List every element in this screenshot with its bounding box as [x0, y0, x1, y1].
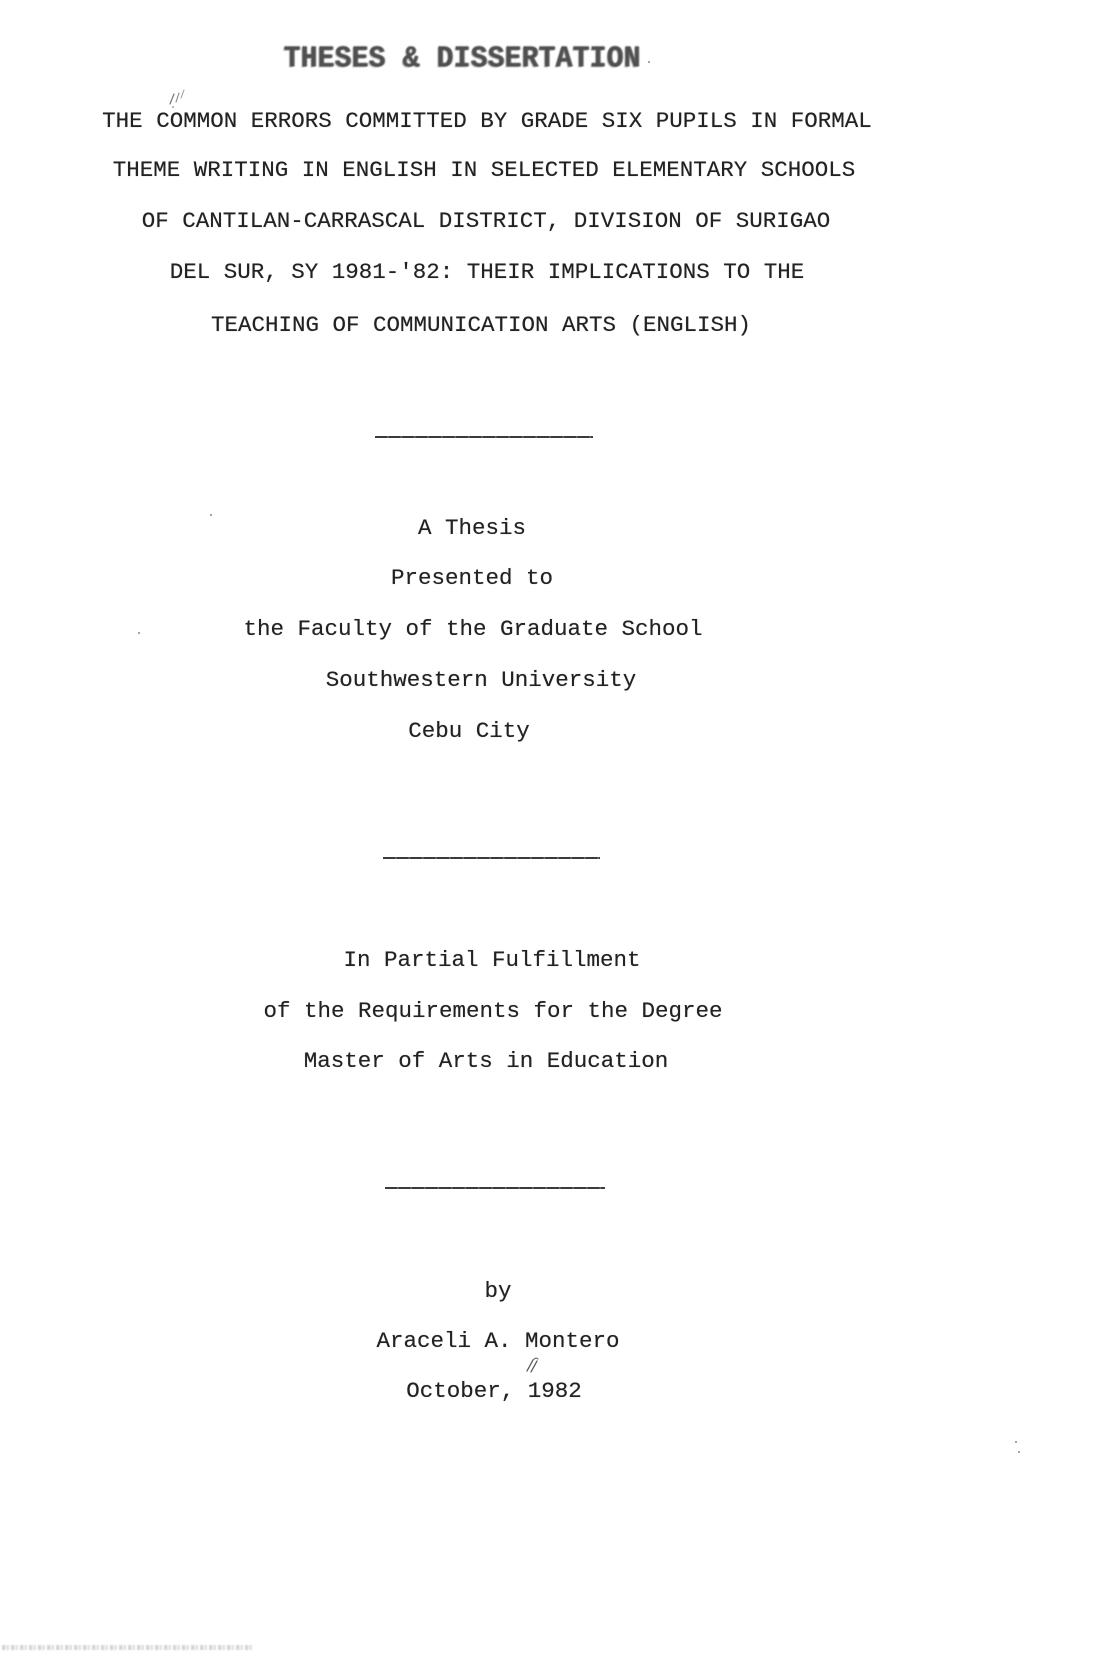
degree-name: Master of Arts in Education: [303, 1048, 669, 1074]
presented-to-label: Presented to: [390, 565, 554, 591]
fulfillment-line-1: In Partial Fulfillment: [343, 947, 641, 973]
scan-speck: [138, 632, 140, 634]
title-line-1: THE COMMON ERRORS COMMITTED BY GRADE SIX PUPILS IN FORMAL: [102, 108, 872, 134]
document-type: A Thesis: [417, 515, 527, 541]
scan-footer-smudge: [2, 1645, 254, 1650]
title-line-3: OF CANTILAN-CARRASCAL DISTRICT, DIVISION OF SURIGAO: [141, 208, 831, 234]
title-line-2: THEME WRITING IN ENGLISH IN SELECTED ELEMENTARY SCHOOLS: [112, 157, 856, 183]
by-label: by: [484, 1278, 512, 1304]
separator-rule-3: [385, 1187, 605, 1189]
university-name: Southwestern University: [325, 667, 637, 693]
scan-speck: [648, 61, 650, 63]
separator-rule-1: [375, 436, 593, 438]
library-stamp: THESES & DISSERTATION: [283, 42, 641, 77]
scan-speck: [210, 514, 212, 516]
title-line-4: DEL SUR, SY 1981-'82: THEIR IMPLICATIONS TO THE: [169, 259, 805, 285]
faculty-name: the Faculty of the Graduate School: [243, 616, 703, 642]
separator-rule-2: [383, 857, 600, 859]
fulfillment-line-2: of the Requirements for the Degree: [263, 998, 723, 1024]
pen-mark-author: [518, 1351, 544, 1377]
scan-speck: [1015, 1441, 1017, 1443]
title-line-5: TEACHING OF COMMUNICATION ARTS (ENGLISH): [210, 312, 752, 338]
pen-stroke: [533, 1358, 538, 1360]
submission-date: October, 1982: [406, 1378, 582, 1404]
pen-mark-title: [162, 84, 194, 110]
university-city: Cebu City: [408, 718, 530, 744]
scan-speck: [1018, 1451, 1020, 1453]
pen-stroke: [176, 93, 179, 102]
author-name: Araceli A. Montero: [376, 1328, 620, 1354]
pen-stroke: [181, 90, 184, 98]
pen-stroke: [170, 94, 174, 104]
